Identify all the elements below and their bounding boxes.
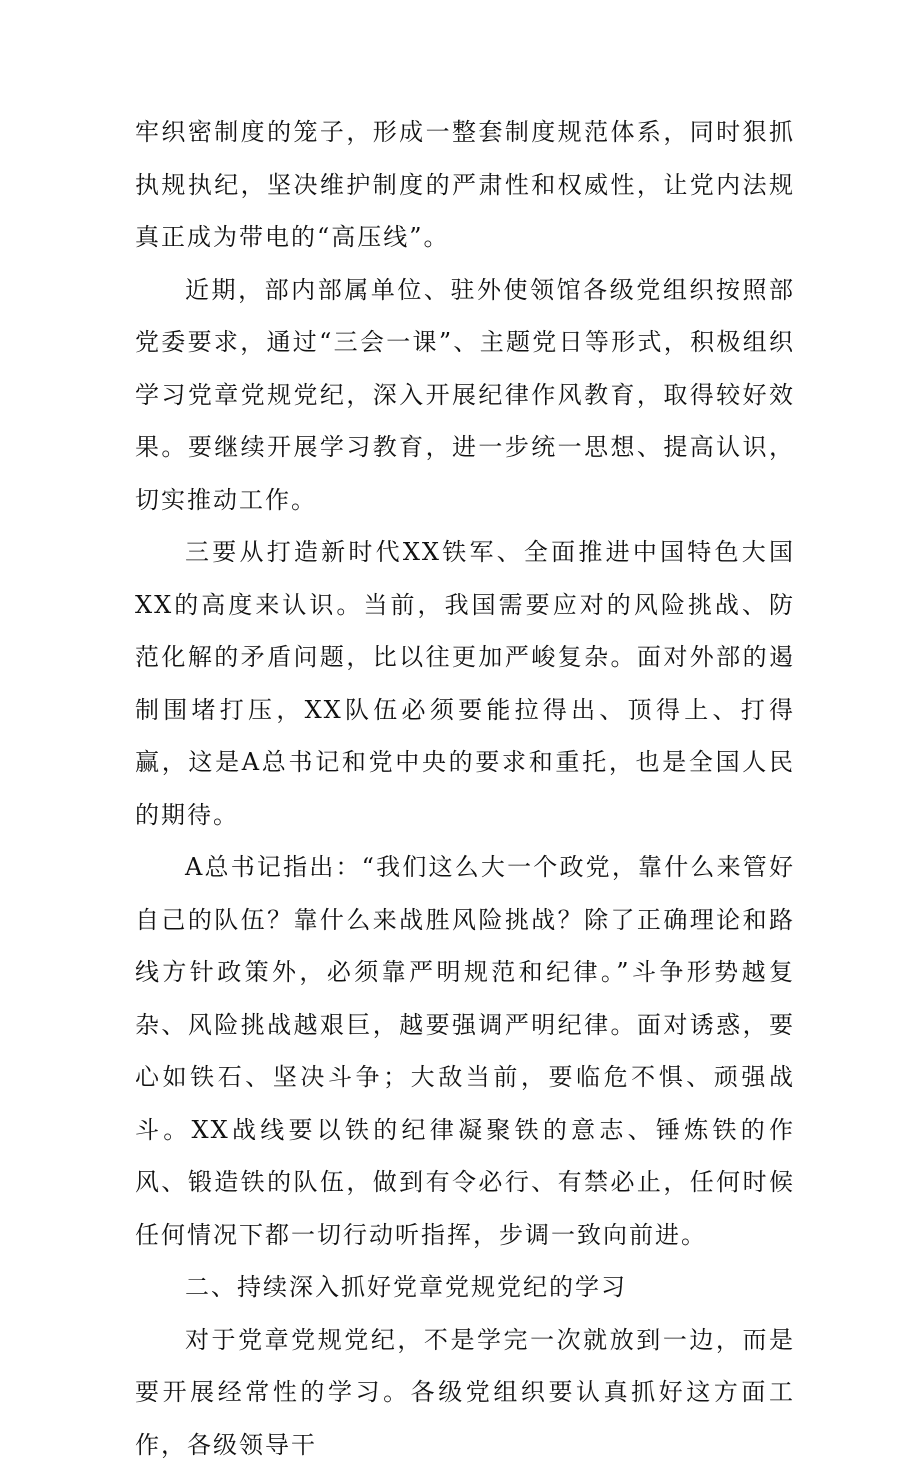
paragraph-recent-study: 近期，部内部属单位、驻外使领馆各级党组织按照部党委要求，通过“三会一课”、主题党日等形式，积极组织学习党章党规党纪，深入开展纪律作风教育，取得较好效果。要继续开展学习教育，进一步统一思想、提高认识，切实推动工作。 [135,264,795,527]
paragraph-regular-study: 对于党章党规党纪，不是学完一次就放到一边，而是要开展经常性的学习。各级党组织要认真抓好这方面工作，各级领导干 [135,1314,795,1471]
section-heading: 二、持续深入抓好党章党规党纪的学习 [135,1261,795,1314]
paragraph-quote: A总书记指出：“我们这么大一个政党，靠什么来管好自己的队伍？靠什么来战胜风险挑战？除了正确理论和路线方针政策外，必须靠严明规范和纪律。”斗争形势越复杂、风险挑战越艰巨，越要强调严明纪律。面对诱惑，要心如铁石、坚决斗争；大敌当前，要临危不惧、顽强战斗。XX战线要以铁的纪律凝聚铁的意志、锤炼铁的作风、锻造铁的队伍，做到有令必行、有禁必止，任何时候任何情况下都一切行动听指挥，步调一致向前进。 [135,841,795,1261]
document-body [135,106,795,1471]
paragraph-third-point: 三要从打造新时代XX铁军、全面推进中国特色大国XX的高度来认识。当前，我国需要应对的风险挑战、防范化解的矛盾问题，比以往更加严峻复杂。面对外部的遏制围堵打压，XX队伍必须要能拉得出、顶得上、打得赢，这是A总书记和党中央的要求和重托，也是全国人民的期待。 [135,526,795,841]
paragraph-continuation: 牢织密制度的笼子，形成一整套制度规范体系，同时狠抓执规执纪，坚决维护制度的严肃性和权威性，让党内法规真正成为带电的“高压线”。 [135,106,795,264]
